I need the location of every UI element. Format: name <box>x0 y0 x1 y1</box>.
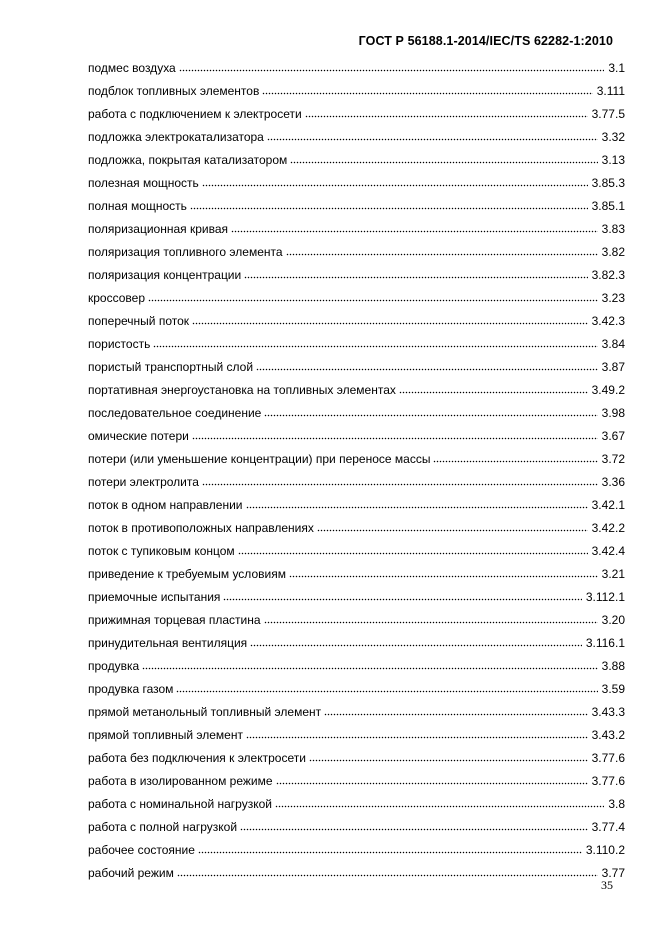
index-reference: 3.23 <box>601 291 625 305</box>
index-reference: 3.43.3 <box>591 705 625 719</box>
index-reference: 3.98 <box>601 406 625 420</box>
index-reference: 3.85.1 <box>591 199 625 213</box>
dot-leader <box>290 154 597 164</box>
index-term: поток в одном направлении <box>88 498 243 512</box>
dot-leader <box>317 522 588 532</box>
index-reference: 3.84 <box>601 337 625 351</box>
index-reference: 3.36 <box>601 475 625 489</box>
dot-leader <box>286 246 598 256</box>
index-reference: 3.87 <box>601 360 625 374</box>
index-entry <box>88 696 625 719</box>
index-term: поляризация концентрации <box>88 268 242 282</box>
index-entry <box>88 650 625 673</box>
index-entry <box>88 305 625 328</box>
index-term: полезная мощность <box>88 176 199 190</box>
dot-leader <box>264 614 598 624</box>
dot-leader <box>262 85 592 95</box>
dot-leader <box>324 706 588 716</box>
index-reference: 3.1 <box>608 61 625 75</box>
index-entry <box>88 512 625 535</box>
dot-leader <box>148 292 598 302</box>
index-term: последовательное соединение <box>88 406 262 420</box>
dot-leader <box>276 775 588 785</box>
index-entry <box>88 742 625 765</box>
index-term: поток с тупиковым концом <box>88 544 235 558</box>
index-reference: 3.59 <box>601 682 625 696</box>
page-number: 35 <box>601 878 613 892</box>
index-entry <box>88 351 625 374</box>
index-term: принудительная вентиляция <box>88 636 248 650</box>
index-entry <box>88 558 625 581</box>
index-term: работа в изолированном режиме <box>88 774 273 788</box>
index-entry <box>88 397 625 420</box>
index-term: подблок топливных элементов <box>88 84 260 98</box>
index-reference: 3.32 <box>601 130 625 144</box>
dot-leader <box>192 315 588 325</box>
index-entry <box>88 282 625 305</box>
index-term: подмес воздуха <box>88 61 176 75</box>
index-reference: 3.82 <box>601 245 625 259</box>
index-reference: 3.77 <box>601 866 625 880</box>
index-reference: 3.72 <box>601 452 625 466</box>
index-term: рабочий режим <box>88 866 174 880</box>
index-reference: 3.42.3 <box>591 314 625 328</box>
index-reference: 3.67 <box>601 429 625 443</box>
dot-leader <box>246 729 588 739</box>
index-entry <box>88 75 625 98</box>
index-entry <box>88 719 625 742</box>
dot-leader <box>192 430 598 440</box>
index-term: работа с полной нагрузкой <box>88 820 238 834</box>
dot-leader <box>289 568 598 578</box>
index-entry <box>88 328 625 351</box>
index-reference: 3.77.5 <box>591 107 625 121</box>
index-entry <box>88 167 625 190</box>
index-reference: 3.42.4 <box>591 544 625 558</box>
index-term: работа с подключением к электросети <box>88 107 302 121</box>
index-term: приведение к требуемым условиям <box>88 567 286 581</box>
dot-leader <box>176 683 597 693</box>
index-entry <box>88 857 625 880</box>
index-reference: 3.49.2 <box>591 383 625 397</box>
index-term: пористость <box>88 337 151 351</box>
dot-leader <box>244 269 587 279</box>
index-entry <box>88 834 625 857</box>
index-reference: 3.82.3 <box>591 268 625 282</box>
index-entry <box>88 466 625 489</box>
index-entry <box>88 535 625 558</box>
index-reference: 3.8 <box>608 797 625 811</box>
index-term: прижимная торцевая пластина <box>88 613 261 627</box>
dot-leader <box>190 200 588 210</box>
index-term: рабочее состояние <box>88 843 195 857</box>
index-reference: 3.116.1 <box>585 636 625 650</box>
index-entry <box>88 144 625 167</box>
index-term: поляризация топливного элемента <box>88 245 283 259</box>
index-reference: 3.20 <box>601 613 625 627</box>
dot-leader <box>267 131 598 141</box>
index-entry <box>88 420 625 443</box>
index-term: продувка <box>88 659 140 673</box>
index-term: потери (или уменьшение концентрации) при переносе массы <box>88 452 431 466</box>
index-reference: 3.42.2 <box>591 521 625 535</box>
dot-leader <box>264 407 597 417</box>
index-term: кроссовер <box>88 291 145 305</box>
index-entry <box>88 190 625 213</box>
index-reference: 3.43.2 <box>591 728 625 742</box>
index-entry <box>88 213 625 236</box>
dot-leader <box>250 637 582 647</box>
dot-leader <box>198 844 582 854</box>
index-term: работа без подключения к электросети <box>88 751 306 765</box>
index-term: подложка электрокатализатора <box>88 130 264 144</box>
dot-leader <box>177 867 598 877</box>
index-term: полная мощность <box>88 199 187 213</box>
index-reference: 3.42.1 <box>591 498 625 512</box>
index-entry <box>88 98 625 121</box>
dot-leader <box>231 223 598 233</box>
index-entry <box>88 765 625 788</box>
dot-leader <box>433 453 597 463</box>
index-term: приемочные испытания <box>88 590 221 604</box>
dot-leader <box>142 660 597 670</box>
index-reference: 3.13 <box>601 153 625 167</box>
dot-leader <box>305 108 588 118</box>
index-reference: 3.112.1 <box>585 590 625 604</box>
index-reference: 3.110.2 <box>585 843 625 857</box>
index-term: пористый транспортный слой <box>88 360 254 374</box>
index-term: прямой топливный элемент <box>88 728 243 742</box>
dot-leader <box>256 361 598 371</box>
index-term: поляризационная кривая <box>88 222 229 236</box>
index-term: поток в противоположных направлениях <box>88 521 314 535</box>
index-entries <box>88 52 625 880</box>
index-entry <box>88 673 625 696</box>
dot-leader <box>202 177 588 187</box>
dot-leader <box>309 752 588 762</box>
index-term: поперечный поток <box>88 314 190 328</box>
dot-leader <box>223 591 581 601</box>
dot-leader <box>275 798 604 808</box>
index-entry <box>88 604 625 627</box>
index-reference: 3.83 <box>601 222 625 236</box>
index-entry <box>88 236 625 259</box>
index-term: продувка газом <box>88 682 174 696</box>
index-term: работа с номинальной нагрузкой <box>88 797 272 811</box>
index-reference: 3.88 <box>601 659 625 673</box>
dot-leader <box>179 62 605 72</box>
standard-header: ГОСТ Р 56188.1-2014/IEC/TS 62282-1:2010 <box>358 34 613 48</box>
index-entry <box>88 259 625 282</box>
index-entry <box>88 788 625 811</box>
dot-leader <box>238 545 588 555</box>
index-entry <box>88 811 625 834</box>
index-reference: 3.77.6 <box>591 751 625 765</box>
dot-leader <box>240 821 588 831</box>
index-entry <box>88 374 625 397</box>
dot-leader <box>246 499 588 509</box>
index-entry <box>88 443 625 466</box>
index-term: прямой метанольный топливный элемент <box>88 705 322 719</box>
index-reference: 3.85.3 <box>591 176 625 190</box>
index-entry <box>88 581 625 604</box>
index-term: потери электролита <box>88 475 199 489</box>
index-entry <box>88 627 625 650</box>
dot-leader <box>153 338 597 348</box>
index-entry <box>88 121 625 144</box>
index-entry <box>88 52 625 75</box>
index-entry <box>88 489 625 512</box>
index-term: подложка, покрытая катализатором <box>88 153 288 167</box>
dot-leader <box>399 384 588 394</box>
index-reference: 3.77.6 <box>591 774 625 788</box>
index-reference: 3.21 <box>601 567 625 581</box>
index-term: портативная энергоустановка на топливных элементах <box>88 383 396 397</box>
index-term: омические потери <box>88 429 189 443</box>
index-reference: 3.111 <box>596 84 625 98</box>
dot-leader <box>202 476 598 486</box>
index-reference: 3.77.4 <box>591 820 625 834</box>
